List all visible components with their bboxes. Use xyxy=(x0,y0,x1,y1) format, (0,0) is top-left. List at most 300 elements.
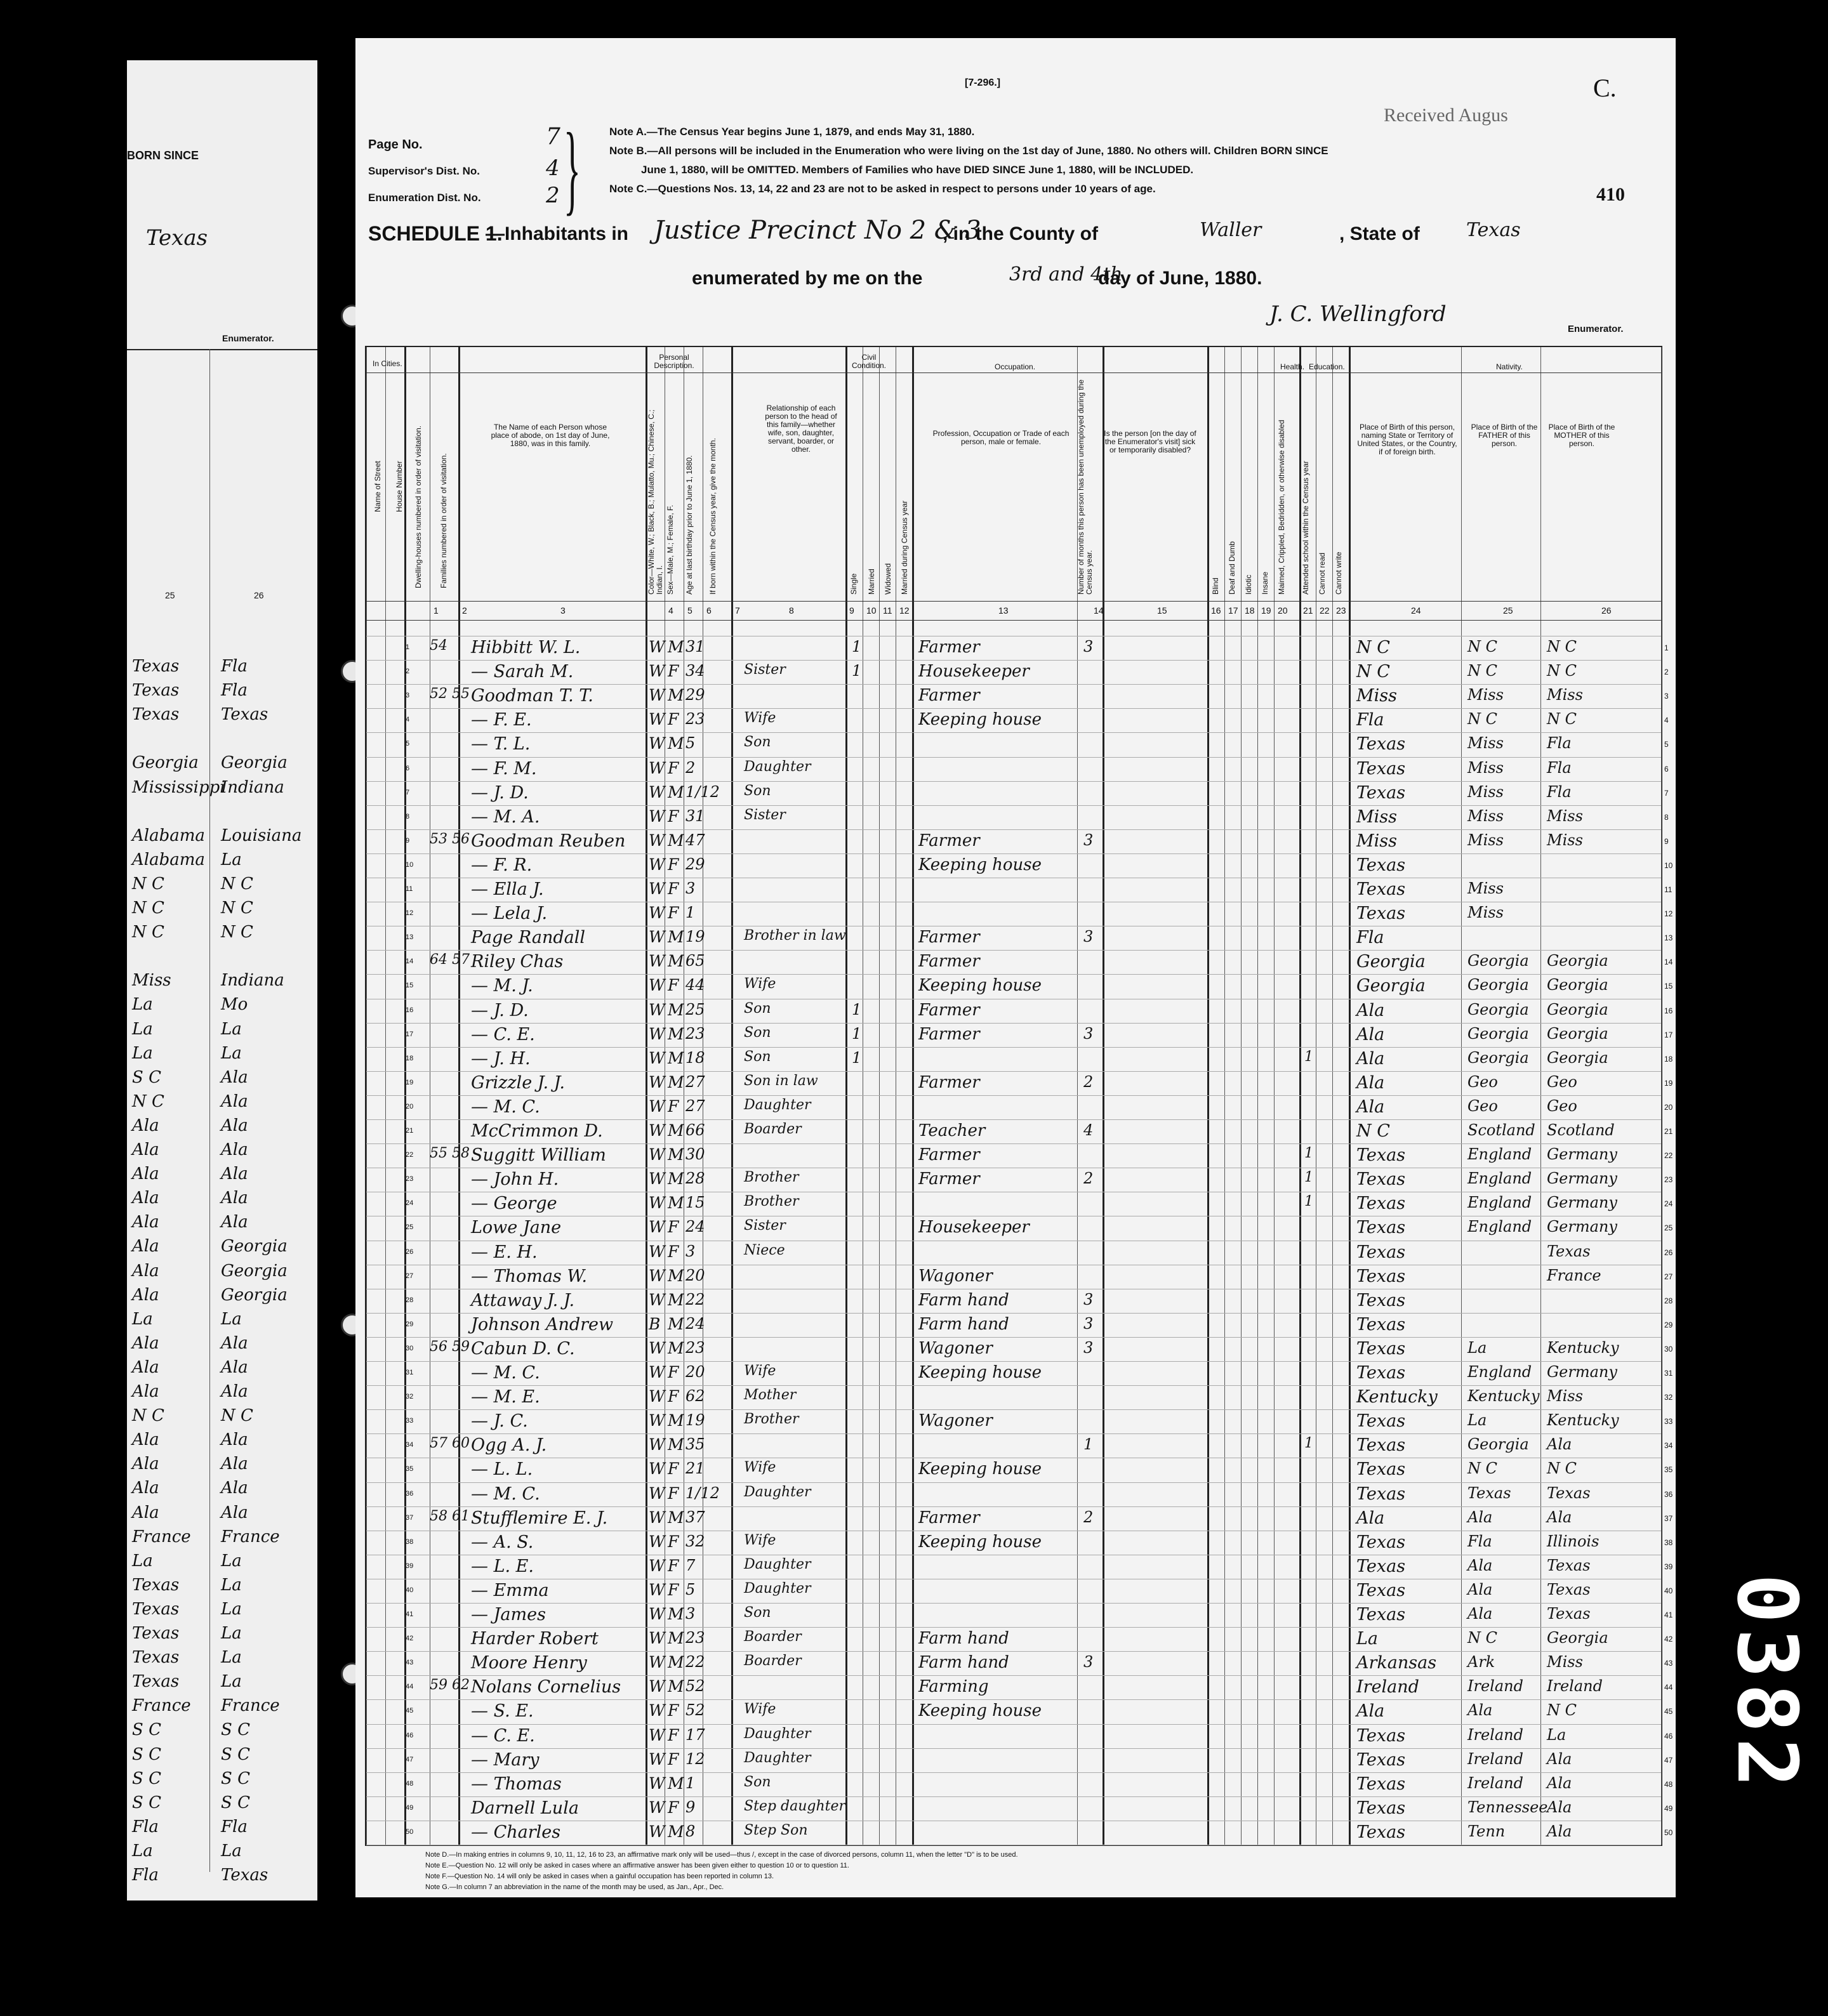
row-rule xyxy=(366,1023,1661,1024)
header-col15: Is the person [on the day of the Enumerator's visit] sick or temporarily disabled? xyxy=(1104,429,1196,454)
father-birthplace-cell: Georgia xyxy=(1467,1435,1529,1454)
note-a: Note A.—The Census Year begins June 1, 1879, and ends May 31, 1880. xyxy=(609,126,975,138)
occupation-cell: Farm hand xyxy=(918,1314,1009,1334)
mother-birthplace-cell: Ala xyxy=(1547,1508,1572,1526)
color-cell: W xyxy=(649,904,665,923)
color-cell: W xyxy=(649,1749,665,1769)
birthplace-cell: N C xyxy=(1356,638,1390,657)
age-cell: 5 xyxy=(686,1580,696,1598)
rownum-left: 21 xyxy=(406,1127,414,1135)
mother-birthplace-cell: Texas xyxy=(1547,1605,1591,1623)
person-name: Page Randall xyxy=(471,928,585,948)
person-name: — F. M. xyxy=(471,758,537,779)
birthplace-cell: Texas xyxy=(1356,904,1406,924)
mother-birthplace-cell: La xyxy=(1547,1725,1566,1744)
born-since-text: BORN SINCE xyxy=(127,149,199,162)
person-name: — M. J. xyxy=(471,976,533,996)
relationship-cell: Daughter xyxy=(744,1484,811,1500)
rownum-left: 18 xyxy=(406,1054,414,1062)
row-rule xyxy=(366,829,1661,830)
mother-birthplace-cell: Georgia xyxy=(1547,1629,1608,1647)
relationship-cell: Son xyxy=(744,1000,771,1017)
column-number: 4 xyxy=(668,605,673,616)
age-cell: 44 xyxy=(686,976,705,994)
left-father-birthplace: La xyxy=(132,995,153,1015)
left-mother-birthplace: N C xyxy=(221,1406,253,1426)
sex-cell: M xyxy=(668,1653,684,1672)
column-rule xyxy=(731,347,733,1845)
relationship-cell: Mother xyxy=(744,1387,797,1404)
father-birthplace-cell: Fla xyxy=(1467,1532,1492,1550)
color-cell: W xyxy=(649,1508,665,1527)
header-rule xyxy=(366,601,1661,602)
age-cell: 9 xyxy=(686,1798,696,1816)
father-birthplace-cell: Ala xyxy=(1467,1556,1493,1574)
mother-birthplace-cell: Texas xyxy=(1547,1242,1591,1260)
age-cell: 1/12 xyxy=(686,782,720,801)
rownum-left: 12 xyxy=(406,909,414,918)
mother-birthplace-cell: N C xyxy=(1547,662,1577,680)
row-rule xyxy=(366,1796,1661,1797)
mother-birthplace-cell: Scotland xyxy=(1547,1121,1615,1139)
dwelling-number: 58 xyxy=(430,1508,447,1524)
mother-birthplace-cell: Fla xyxy=(1547,758,1572,777)
left-father-birthplace: Fla xyxy=(132,1866,159,1885)
relationship-cell: Son xyxy=(744,1605,771,1621)
relationship-cell: Wife xyxy=(744,1459,776,1476)
rownum-left: 28 xyxy=(406,1296,414,1304)
state-label: , State of xyxy=(1339,223,1420,244)
color-cell: W xyxy=(649,1556,665,1575)
birthplace-cell: Miss xyxy=(1356,807,1397,827)
occupation-cell: Farmer xyxy=(918,1145,980,1165)
left-mother-birthplace: La xyxy=(221,1599,242,1619)
mother-birthplace-cell: N C xyxy=(1547,710,1577,728)
father-birthplace-cell: Ireland xyxy=(1467,1677,1523,1696)
header-col16: Blind xyxy=(1211,577,1220,595)
birthplace-cell: Texas xyxy=(1356,1484,1406,1504)
county-label: , in the County of xyxy=(943,223,1098,244)
rownum-right: 7 xyxy=(1664,788,1669,798)
header-education: Education. xyxy=(1309,362,1345,371)
row-rule xyxy=(366,1409,1661,1410)
rownum-right: 27 xyxy=(1664,1272,1673,1281)
note-b2: June 1, 1880, will be OMITTED. Members of Families who have DIED SINCE June 1, 1880, will be INCLUDED. xyxy=(641,164,1194,176)
sex-cell: M xyxy=(668,1338,684,1357)
person-name: — Emma xyxy=(471,1580,549,1600)
family-number: 61 xyxy=(452,1508,470,1524)
age-cell: 66 xyxy=(686,1121,705,1139)
birthplace-cell: Texas xyxy=(1356,1411,1406,1432)
left-mother-birthplace: La xyxy=(221,1551,242,1571)
rownum-right: 32 xyxy=(1664,1393,1673,1402)
age-cell: 17 xyxy=(686,1725,705,1744)
color-cell: W xyxy=(649,1338,665,1357)
left-mother-birthplace: Ala xyxy=(221,1140,248,1159)
column-rule xyxy=(1461,347,1462,1845)
age-cell: 3 xyxy=(686,880,696,897)
rownum-left: 3 xyxy=(406,692,410,700)
row-rule xyxy=(366,1361,1661,1362)
father-birthplace-cell: Tennessee xyxy=(1467,1798,1548,1816)
father-birthplace-cell: La xyxy=(1467,1338,1487,1357)
occupation-cell: Farmer xyxy=(918,831,980,850)
column-number: 2 xyxy=(462,605,467,616)
header-col5: Sex—Male, M.; Female, F. xyxy=(666,504,675,595)
sex-cell: M xyxy=(668,1677,684,1696)
column-rule xyxy=(385,347,386,1845)
row-rule xyxy=(366,1119,1661,1120)
enumeration-value: 2 xyxy=(546,183,560,208)
sex-cell: M xyxy=(668,686,684,705)
sex-cell: F xyxy=(668,758,679,777)
rownum-right: 16 xyxy=(1664,1006,1673,1015)
birthplace-cell: Texas xyxy=(1356,880,1406,899)
color-cell: W xyxy=(649,880,665,898)
sex-cell: M xyxy=(668,1629,684,1648)
row-rule xyxy=(366,1772,1661,1773)
unemployed-cell: 3 xyxy=(1083,1338,1094,1357)
left-mother-birthplace: N C xyxy=(221,923,253,942)
mother-birthplace-cell: Geo xyxy=(1547,1097,1577,1115)
rownum-right: 47 xyxy=(1664,1755,1673,1765)
color-cell: W xyxy=(649,1605,665,1623)
occupation-cell: Farmer xyxy=(918,1072,980,1092)
row-rule xyxy=(366,1627,1661,1628)
header-occupation: Occupation. xyxy=(995,362,1036,371)
left-father-birthplace: S C xyxy=(132,1793,161,1812)
rownum-right: 48 xyxy=(1664,1779,1673,1789)
occupation-cell: Farmer xyxy=(918,1024,980,1044)
birthplace-cell: Texas xyxy=(1356,758,1406,779)
left-mother-birthplace: Fla xyxy=(221,1817,248,1836)
color-cell: W xyxy=(649,734,665,753)
father-birthplace-cell: Miss xyxy=(1467,734,1504,753)
left-father-birthplace: La xyxy=(132,1043,153,1063)
header-col12: Married during Census year xyxy=(900,500,909,595)
person-name: Riley Chas xyxy=(471,952,564,972)
mother-birthplace-cell: Ala xyxy=(1547,1749,1572,1768)
relationship-cell: Boarder xyxy=(744,1121,802,1137)
rownum-left: 14 xyxy=(406,958,414,966)
page-no-label: Page No. xyxy=(368,138,423,152)
relationship-cell: Sister xyxy=(744,1218,786,1234)
column-rule xyxy=(1103,347,1104,1845)
birthplace-cell: Texas xyxy=(1356,1435,1406,1456)
row-rule xyxy=(366,853,1661,854)
occupation-cell: Keeping house xyxy=(918,1701,1042,1721)
rownum-left: 37 xyxy=(406,1513,414,1522)
age-cell: 24 xyxy=(686,1218,705,1236)
person-name: — Lela J. xyxy=(471,904,548,924)
color-cell: W xyxy=(649,1072,665,1091)
sex-cell: M xyxy=(668,1048,684,1067)
unemployed-cell: 2 xyxy=(1083,1169,1094,1188)
color-cell: W xyxy=(649,1048,665,1067)
person-name: — T. L. xyxy=(471,734,531,754)
person-name: — E. H. xyxy=(471,1242,538,1262)
occupation-cell: Farmer xyxy=(918,1508,980,1527)
note-g: Note G.—In column 7 an abbreviation in the name of the month may be used, as Jan., Apr., Dec. xyxy=(425,1883,724,1891)
relationship-cell: Brother xyxy=(744,1411,799,1428)
father-birthplace-cell: England xyxy=(1467,1145,1532,1164)
unemployed-cell: 3 xyxy=(1083,638,1094,656)
header-col22: Cannot read xyxy=(1318,552,1327,595)
person-name: — M. C. xyxy=(471,1484,540,1504)
row-rule xyxy=(366,1699,1661,1700)
mother-birthplace-cell: Ala xyxy=(1547,1435,1572,1454)
family-number: 56 xyxy=(452,831,470,847)
column-number: 10 xyxy=(866,605,877,616)
place-name: Justice Precinct No 2 & 3 xyxy=(654,216,981,245)
color-cell: W xyxy=(649,1097,665,1116)
left-divider xyxy=(209,349,210,1872)
sex-cell: F xyxy=(668,1580,679,1599)
father-birthplace-cell: England xyxy=(1467,1363,1532,1381)
rownum-left: 44 xyxy=(406,1683,414,1691)
rownum-right: 2 xyxy=(1664,668,1669,677)
sex-cell: F xyxy=(668,1097,679,1116)
birthplace-cell: Texas xyxy=(1356,1314,1406,1334)
header-col2: Families numbered in order of visitation. xyxy=(439,453,448,588)
age-cell: 32 xyxy=(686,1532,705,1550)
note-e: Note E.—Question No. 12 will only be asked in cases where an affirmative answer has been given either to question 10 or to question 11. xyxy=(425,1862,849,1869)
left-mother-birthplace: La xyxy=(221,1043,242,1063)
row-rule xyxy=(366,684,1661,685)
person-name: Stufflemire E. J. xyxy=(471,1508,608,1528)
column-number: 14 xyxy=(1094,605,1104,616)
family-number: 55 xyxy=(452,686,470,702)
occupation-cell: Keeping house xyxy=(918,1363,1042,1382)
person-name: — L. L. xyxy=(471,1459,533,1480)
person-name: Johnson Andrew xyxy=(471,1314,614,1334)
person-name: — George xyxy=(471,1194,557,1214)
father-birthplace-cell: Tenn xyxy=(1467,1822,1506,1840)
supervisor-value: 4 xyxy=(546,155,560,181)
left-mother-birthplace: Ala xyxy=(221,1333,248,1353)
relationship-cell: Brother xyxy=(744,1169,799,1186)
relationship-cell: Wife xyxy=(744,1363,776,1379)
header-col14: Number of months this person has been unemployed during the Census year. xyxy=(1076,379,1094,595)
color-cell: W xyxy=(649,1435,665,1454)
header-col1: Dwelling-houses numbered in order of visitation. xyxy=(414,425,423,588)
header-col11: Widowed xyxy=(884,563,892,595)
person-name: — Ella J. xyxy=(471,880,544,899)
age-cell: 34 xyxy=(686,662,705,680)
row-rule xyxy=(366,1603,1661,1604)
family-number: 57 xyxy=(452,952,470,968)
unemployed-cell: 3 xyxy=(1083,1024,1094,1043)
birthplace-cell: Georgia xyxy=(1356,952,1426,972)
age-cell: 20 xyxy=(686,1363,705,1381)
left-father-birthplace: Fla xyxy=(132,1817,159,1836)
rownum-left: 1 xyxy=(406,643,410,651)
column-number: 23 xyxy=(1336,605,1346,616)
person-name: Hibbitt W. L. xyxy=(471,638,581,657)
mother-birthplace-cell: Georgia xyxy=(1547,976,1608,994)
rownum-left: 15 xyxy=(406,982,414,990)
rownum-right: 22 xyxy=(1664,1151,1673,1161)
sex-cell: F xyxy=(668,1387,679,1406)
birthplace-cell: Texas xyxy=(1356,1218,1406,1238)
left-father-birthplace: Texas xyxy=(132,1575,180,1595)
age-cell: 15 xyxy=(686,1194,705,1212)
color-cell: W xyxy=(649,1411,665,1430)
note-b1: Note B.—All persons will be included in the Enumeration who were living on the 1st day of June, 1880. No others will. Children BORN SINCE xyxy=(609,145,1328,157)
birthplace-cell: Texas xyxy=(1356,1749,1406,1770)
left-mother-birthplace: Fla xyxy=(221,657,248,676)
dwelling-number: 64 xyxy=(430,952,447,968)
rownum-left: 20 xyxy=(406,1102,414,1110)
unemployed-cell: 3 xyxy=(1083,831,1094,849)
rownum-right: 29 xyxy=(1664,1320,1673,1329)
rownum-right: 49 xyxy=(1664,1803,1673,1813)
mother-birthplace-cell: Georgia xyxy=(1547,1024,1608,1043)
rownum-left: 10 xyxy=(406,860,414,869)
row-rule xyxy=(366,1433,1661,1434)
page-letter: C. xyxy=(1593,74,1617,102)
sex-cell: M xyxy=(668,782,684,801)
left-father-birthplace: N C xyxy=(132,874,164,893)
column-rule xyxy=(404,347,406,1845)
birthplace-cell: Texas xyxy=(1356,1532,1406,1552)
sex-cell: M xyxy=(668,1605,684,1623)
column-rule xyxy=(1540,347,1541,1845)
age-cell: 30 xyxy=(686,1145,705,1164)
row-rule xyxy=(366,1071,1661,1072)
mother-birthplace-cell: N C xyxy=(1547,1459,1577,1478)
film-number: 0382 xyxy=(1719,1574,1815,1793)
rownum-left: 8 xyxy=(406,812,410,820)
mother-birthplace-cell: Fla xyxy=(1547,734,1572,753)
relationship-cell: Niece xyxy=(744,1242,785,1258)
person-name: — F. E. xyxy=(471,710,532,730)
relationship-cell: Step daughter xyxy=(744,1798,846,1814)
left-father-birthplace: Ala xyxy=(132,1454,159,1474)
header-col19: Insane xyxy=(1261,571,1269,595)
header-col6: Age at last birthday prior to June 1, 1880. xyxy=(685,455,694,595)
color-cell: W xyxy=(649,855,665,874)
color-cell: W xyxy=(649,1701,665,1720)
birthplace-cell: Texas xyxy=(1356,782,1406,803)
column-number: 15 xyxy=(1157,605,1167,616)
age-cell: 23 xyxy=(686,1024,705,1043)
color-cell: W xyxy=(649,1290,665,1309)
inhabitants-label: —Inhabitants in xyxy=(486,223,628,244)
dwelling-number: 53 xyxy=(430,831,447,847)
father-birthplace-cell: La xyxy=(1467,1411,1487,1430)
birthplace-cell: Ala xyxy=(1356,1097,1385,1117)
rownum-left: 49 xyxy=(406,1803,414,1812)
header-col24: Place of Birth of this person, naming State or Territory of United States, or the Country, if of foreign birth. xyxy=(1357,423,1457,456)
rownum-right: 13 xyxy=(1664,933,1673,943)
sex-cell: M xyxy=(668,831,684,850)
relationship-cell: Wife xyxy=(744,710,776,727)
left-father-birthplace: Ala xyxy=(132,1164,159,1184)
family-number: 62 xyxy=(452,1677,470,1694)
rownum-right: 15 xyxy=(1664,982,1673,991)
age-cell: 23 xyxy=(686,1629,705,1647)
supervisor-label: Supervisor's Dist. No. xyxy=(368,165,480,177)
father-birthplace-cell: Ireland xyxy=(1467,1749,1523,1768)
occupation-cell: Farmer xyxy=(918,1000,980,1020)
color-cell: W xyxy=(649,1242,665,1261)
column-number: 22 xyxy=(1320,605,1330,616)
left-father-birthplace: Texas xyxy=(132,1599,180,1619)
mother-birthplace-cell: Miss xyxy=(1547,831,1583,849)
dwelling-number: 56 xyxy=(430,1338,447,1355)
person-name: — Sarah M. xyxy=(471,662,574,682)
color-cell: W xyxy=(649,1266,665,1285)
father-birthplace-cell: Ala xyxy=(1467,1605,1493,1623)
row-rule xyxy=(366,708,1661,709)
person-name: Ogg A. J. xyxy=(471,1435,547,1456)
schedule-label: SCHEDULE 1. xyxy=(368,222,503,245)
age-cell: 27 xyxy=(686,1072,705,1091)
left-father-birthplace: Alabama xyxy=(132,850,205,869)
person-name: — S. E. xyxy=(471,1701,534,1722)
school-mark: 1 xyxy=(1304,1169,1313,1186)
enumerator-label: Enumerator. xyxy=(1568,324,1624,334)
rownum-right: 24 xyxy=(1664,1199,1673,1209)
rownum-right: 31 xyxy=(1664,1369,1673,1378)
person-name: Darnell Lula xyxy=(471,1798,579,1818)
mother-birthplace-cell: Kentucky xyxy=(1547,1411,1619,1430)
header-col4: Color—White, W.; Black, B.; Mulatto, Mu.; Chinese, C.; Indian, I. xyxy=(647,409,664,595)
father-birthplace-cell: Geo xyxy=(1467,1072,1498,1091)
rownum-left: 45 xyxy=(406,1707,414,1715)
father-birthplace-cell: England xyxy=(1467,1194,1532,1212)
left-mother-birthplace: N C xyxy=(221,874,253,893)
sex-cell: M xyxy=(668,1169,684,1189)
left-mother-birthplace: Ala xyxy=(221,1382,248,1401)
person-name: Moore Henry xyxy=(471,1653,587,1673)
family-number: 59 xyxy=(452,1338,470,1355)
rownum-right: 46 xyxy=(1664,1731,1673,1741)
column-rule xyxy=(1257,347,1258,1845)
column-number: 24 xyxy=(1411,605,1421,616)
color-cell: W xyxy=(649,1459,665,1479)
left-father-birthplace: Texas xyxy=(132,681,180,701)
age-cell: 65 xyxy=(686,952,705,970)
row-rule xyxy=(366,1748,1661,1749)
left-mother-birthplace: S C xyxy=(221,1793,250,1812)
person-name: — L. E. xyxy=(471,1556,534,1576)
county-name: Waller xyxy=(1200,219,1262,241)
age-cell: 62 xyxy=(686,1387,705,1406)
age-cell: 25 xyxy=(686,1000,705,1018)
occupation-cell: Farm hand xyxy=(918,1629,1009,1649)
school-mark: 1 xyxy=(1304,1145,1313,1162)
rownum-right: 21 xyxy=(1664,1127,1673,1136)
birthplace-cell: Texas xyxy=(1356,1194,1406,1214)
relationship-cell: Son xyxy=(744,782,771,799)
color-cell: W xyxy=(649,1194,665,1213)
rownum-right: 38 xyxy=(1664,1538,1673,1547)
color-cell: W xyxy=(649,831,665,850)
relationship-cell: Brother in law xyxy=(744,928,846,944)
mother-birthplace-cell: Kentucky xyxy=(1547,1338,1619,1357)
rownum-left: 16 xyxy=(406,1006,414,1014)
enumerated-label: enumerated by me on the xyxy=(692,268,923,289)
person-name: — Thomas xyxy=(471,1774,562,1794)
sex-cell: M xyxy=(668,1508,684,1527)
enumeration-label: Enumeration Dist. No. xyxy=(368,192,481,204)
age-cell: 8 xyxy=(686,1822,696,1840)
father-birthplace-cell: Miss xyxy=(1467,782,1504,801)
left-father-birthplace: La xyxy=(132,1019,153,1039)
father-birthplace-cell: Miss xyxy=(1467,831,1504,849)
